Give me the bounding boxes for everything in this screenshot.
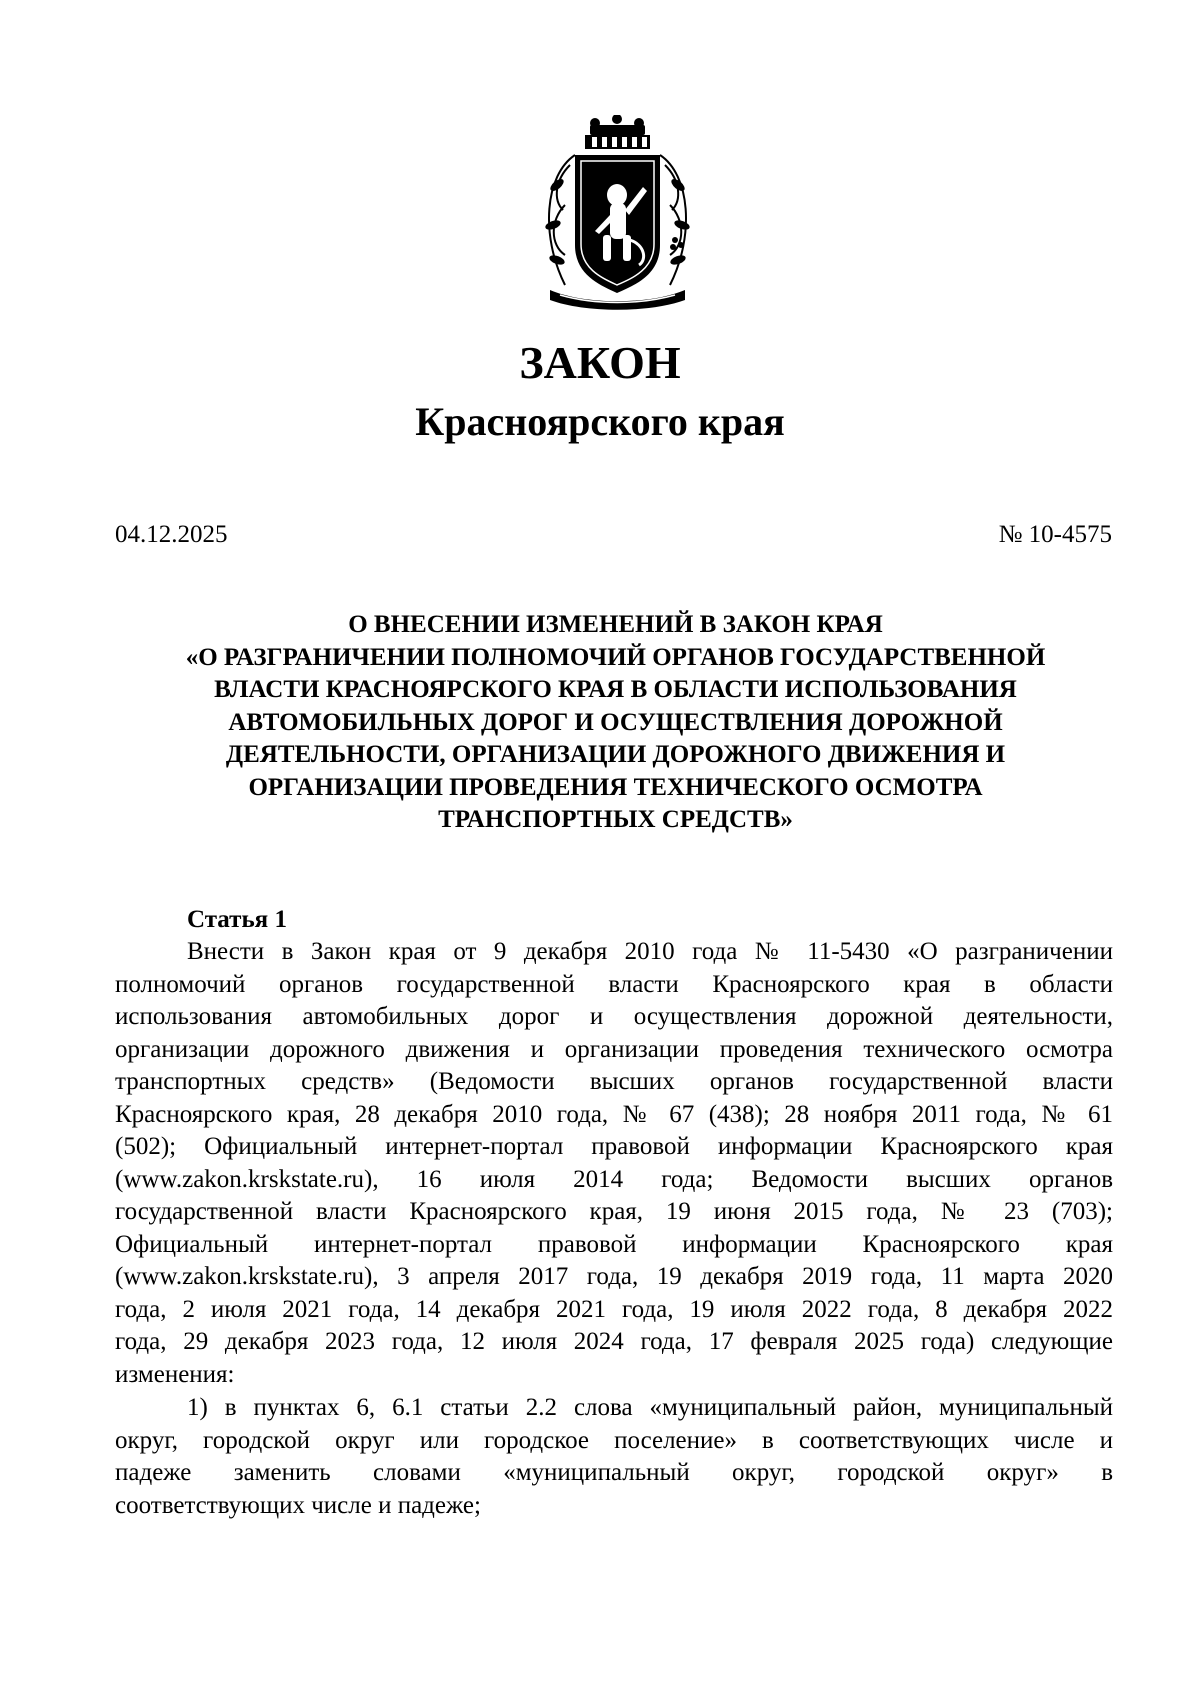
region-title: Красноярского края (415, 399, 785, 444)
paragraph-line: округ, городской округ или городское поселение» в соответствующих числе и (115, 1426, 1113, 1454)
heading-line: «О РАЗГРАНИЧЕНИИ ПОЛНОМОЧИЙ ОРГАНОВ ГОСУДАРСТВЕННОЙ (185, 643, 1046, 671)
paragraph-line: изменения: (115, 1360, 235, 1388)
paragraph-line: (www.zakon.krskstate.ru), 3 апреля 2017 года, 19 декабря 2019 года, 11 марта 2020 (115, 1263, 1113, 1290)
law-date: 04.12.2025 (115, 521, 228, 548)
paragraph-line: (www.zakon.krskstate.ru), 16 июля 2014 года; Ведомости высших органов (115, 1165, 1113, 1193)
paragraph-line: падеже заменить словами «муниципальный округ, городской округ» в (115, 1459, 1113, 1486)
heading-line: О ВНЕСЕНИИ ИЗМЕНЕНИЙ В ЗАКОН КРАЯ (348, 611, 883, 638)
heading-line: ОРГАНИЗАЦИИ ПРОВЕДЕНИЯ ТЕХНИЧЕСКОГО ОСМОТРА (248, 773, 983, 801)
heading-line: ДЕЯТЕЛЬНОСТИ, ОРГАНИЗАЦИИ ДОРОЖНОГО ДВИЖЕНИЯ И (225, 741, 1006, 768)
paragraph-line: Внести в Закон края от 9 декабря 2010 года № 11-5430 «О разграничении (187, 938, 1113, 965)
article-paragraph-1 (115, 936, 1113, 1391)
article-title: Статья 1 (187, 906, 287, 933)
paragraph-line: (502); Официальный интернет-портал правовой информации Красноярского края (115, 1133, 1113, 1160)
paragraph-line: соответствующих числе и падеже; (115, 1491, 481, 1519)
paragraph-line: полномочий органов государственной власти Красноярского края в области (115, 970, 1113, 998)
law-title: ЗАКОН (519, 337, 681, 388)
heading-line: ВЛАСТИ КРАСНОЯРСКОГО КРАЯ В ОБЛАСТИ ИСПОЛЬЗОВАНИЯ (214, 676, 1017, 703)
law-number: № 10-4575 (998, 521, 1112, 548)
krasnoyarsk-coat-of-arms-emblem (535, 115, 700, 315)
paragraph-line: использования автомобильных дорог и осуществления дорожной деятельности, (115, 1003, 1113, 1030)
paragraph-line: транспортных средств» (Ведомости высших органов государственной власти (115, 1068, 1113, 1095)
paragraph-line: государственной власти Красноярского края, 19 июня 2015 года, № 23 (703); (115, 1198, 1113, 1225)
law-heading (118, 609, 1113, 837)
paragraph-line: Официальный интернет-портал правовой информации Красноярского края (115, 1230, 1113, 1258)
heading-line: АВТОМОБИЛЬНЫХ ДОРОГ И ОСУЩЕСТВЛЕНИЯ ДОРОЖНОЙ (228, 708, 1003, 736)
paragraph-line: года, 29 декабря 2023 года, 12 июля 2024 года, 17 февраля 2025 года) следующие (115, 1328, 1113, 1355)
paragraph-line: года, 2 июля 2021 года, 14 декабря 2021 года, 19 июля 2022 года, 8 декабря 2022 (115, 1295, 1113, 1323)
paragraph-line: Красноярского края, 28 декабря 2010 года, № 67 (438); 28 ноября 2011 года, № 61 (115, 1100, 1113, 1128)
article-paragraph-2 (115, 1392, 1113, 1522)
paragraph-line: организации дорожного движения и организации проведения технического осмотра (115, 1035, 1113, 1063)
heading-line: ТРАНСПОРТНЫХ СРЕДСТВ» (438, 806, 793, 833)
paragraph-line: 1) в пунктах 6, 6.1 статьи 2.2 слова «муниципальный район, муниципальный (187, 1394, 1113, 1421)
